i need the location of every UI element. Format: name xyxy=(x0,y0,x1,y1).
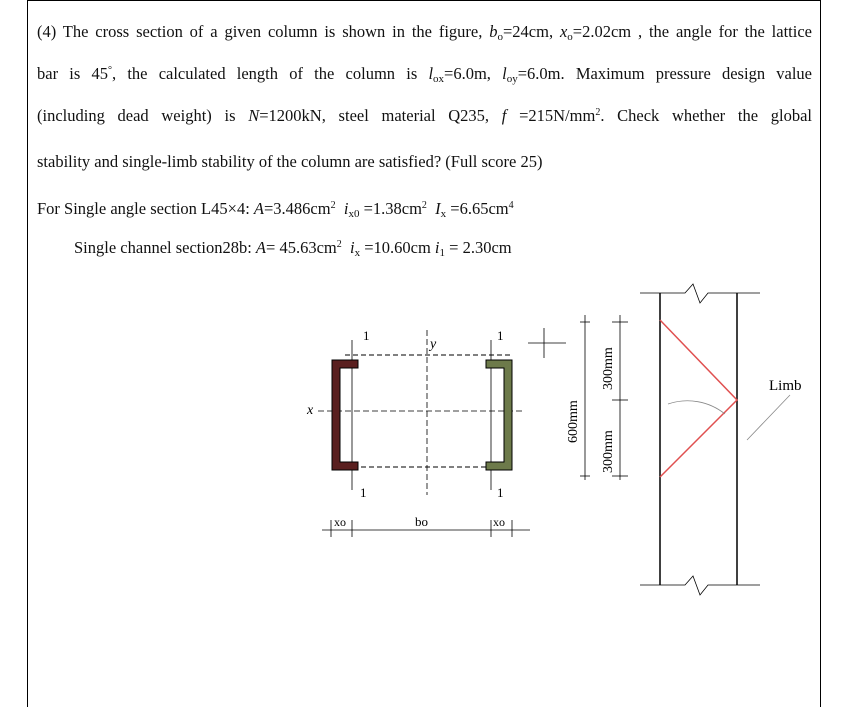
limb-leader-line xyxy=(747,395,790,440)
dim-600-label: 600mm xyxy=(566,400,581,443)
axis-1-label-bottom-left: 1 xyxy=(360,485,367,500)
y-axis-label: y xyxy=(430,337,437,352)
dim-b0: bo xyxy=(415,514,428,529)
dim-x0-right: xo xyxy=(493,515,505,529)
left-channel-shape xyxy=(332,360,358,470)
break-line-bottom xyxy=(640,576,760,595)
given-angle-section: For Single angle section L45×4: $A=3.486cm^2$ $i_{x0} =1.38cm^2$ $I_x =6.65cm^4$ xyxy=(37,199,514,220)
axis-1-label-top-right: 1 xyxy=(497,328,504,343)
limb-label: Limb xyxy=(769,378,802,394)
problem-line-1: (4) The cross section of a given column is shown in the figure, $b_o=24cm$, $x_o=2.02cm$ , the angle for the lattice xyxy=(37,22,812,43)
problem-line-4: stability and single-limb stability of the column are satisfied? (Full score 25) xyxy=(37,152,543,171)
elevation-view xyxy=(566,284,802,595)
dim-300-bottom-label: 300mm xyxy=(601,430,616,473)
given-channel-section: Single channel section28b: $A= 45.63cm^2$ $i_x =10.60cm$ $i_1 = 2.30cm$ xyxy=(74,238,512,259)
cross-section xyxy=(306,328,566,537)
angle-arc xyxy=(668,401,725,414)
problem-line-3: (including dead weight) is N=1200kN, steel material Q235, $f =215N/mm^2$. Check whether the global xyxy=(37,106,812,125)
dim-300-top-label: 300mm xyxy=(601,347,616,390)
break-line-top xyxy=(640,284,760,303)
lattice-bars xyxy=(660,320,737,477)
axis-1-label-bottom-right: 1 xyxy=(497,485,504,500)
dim-x0-left: xo xyxy=(334,515,346,529)
axis-1-label-top-left: 1 xyxy=(363,328,370,343)
x-axis-label: x xyxy=(307,403,314,418)
problem-line-2: bar is 45°, the calculated length of the column is $l_{ox}=6.0m$, $l_{oy}=6.0m$. Maximum pressure design value xyxy=(37,64,813,85)
right-channel-shape xyxy=(486,360,512,470)
